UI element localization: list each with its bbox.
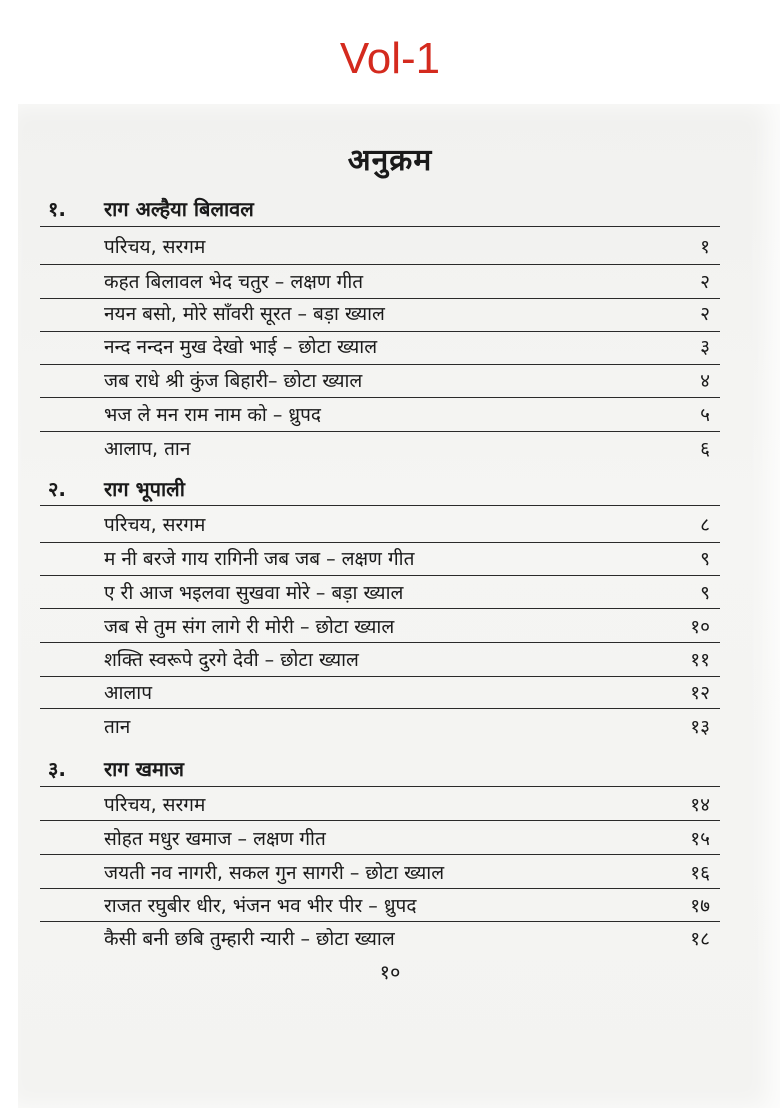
entry-text: आलाप, तान xyxy=(104,438,191,460)
entry-page: १२ xyxy=(690,682,710,704)
entry-text: तान xyxy=(104,716,131,738)
toc-entry xyxy=(104,643,710,675)
section-divider xyxy=(40,786,720,787)
entry-page: ६ xyxy=(700,438,710,460)
toc-entry xyxy=(104,330,710,362)
entry-text: शक्ति स्वरूपे दुरगे देवी – छोटा ख्याल xyxy=(104,649,359,671)
section-number: १. xyxy=(48,196,66,221)
entry-page: १० xyxy=(690,616,710,638)
section-divider xyxy=(40,226,720,227)
toc-entry xyxy=(104,508,710,540)
toc-entry xyxy=(104,265,710,297)
entry-page: २ xyxy=(700,303,710,325)
toc-entry xyxy=(104,398,710,430)
entry-text: ए री आज भइलवा सुखवा मोरे – बड़ा ख्याल xyxy=(104,582,404,604)
section-heading-1 xyxy=(48,192,254,224)
entry-page: ८ xyxy=(700,514,710,536)
section-number: ३. xyxy=(48,756,66,781)
page-number: १० xyxy=(379,960,401,984)
toc-entry xyxy=(104,364,710,396)
entry-text: परिचय, सरगम xyxy=(104,514,206,536)
page-title: अनुक्रम xyxy=(347,143,433,178)
section-title: राग भूपाली xyxy=(104,476,185,501)
entry-page: १४ xyxy=(690,794,710,816)
toc-entry xyxy=(104,610,710,642)
toc-entry xyxy=(104,889,710,921)
entry-page: ५ xyxy=(700,404,710,426)
section-title: राग अल्हैया बिलावल xyxy=(104,196,254,221)
entry-text: कहत बिलावल भेद चतुर – लक्षण गीत xyxy=(104,271,364,293)
entry-page: ३ xyxy=(700,336,710,358)
entry-page: ४ xyxy=(700,370,710,392)
entry-text: जयती नव नागरी, सकल गुन सागरी – छोटा ख्याल xyxy=(104,862,445,884)
entry-text: कैसी बनी छबि तुम्हारी न्यारी – छोटा ख्याल xyxy=(104,928,395,950)
entry-divider xyxy=(40,854,720,855)
entry-text: भज ले मन राम नाम को – ध्रुपद xyxy=(104,404,321,426)
entry-page: १८ xyxy=(690,928,710,950)
toc-entry xyxy=(104,856,710,888)
entry-text: परिचय, सरगम xyxy=(104,794,206,816)
entry-text: परिचय, सरगम xyxy=(104,236,206,258)
toc-entry xyxy=(104,922,710,954)
section-title: राग खमाज xyxy=(104,756,184,781)
entry-page: ९ xyxy=(700,582,710,604)
entry-page: ११ xyxy=(690,649,710,671)
entry-text: जब से तुम संग लागे री मोरी – छोटा ख्याल xyxy=(104,616,395,638)
toc-entry xyxy=(104,230,710,262)
volume-label: Vol-1 xyxy=(339,34,441,83)
toc-entry xyxy=(104,822,710,854)
entry-text: जब राधे श्री कुंज बिहारी– छोटा ख्याल xyxy=(104,370,363,392)
section-divider xyxy=(40,505,720,506)
entry-page: १५ xyxy=(690,828,710,850)
entry-text: नन्द नन्दन मुख देखो भाई – छोटा ख्याल xyxy=(104,336,378,358)
toc-entry xyxy=(104,710,710,742)
entry-divider xyxy=(40,708,720,709)
entry-page: ९ xyxy=(700,548,710,570)
toc-entry xyxy=(104,576,710,608)
entry-page: २ xyxy=(700,271,710,293)
entry-text: नयन बसो, मोरे साँवरी सूरत – बड़ा ख्याल xyxy=(104,303,385,325)
section-heading-2 xyxy=(48,472,185,504)
entry-text: आलाप xyxy=(104,682,153,704)
entry-text: सोहत मधुर खमाज – लक्षण गीत xyxy=(104,828,326,850)
entry-page: १३ xyxy=(690,716,710,738)
toc-entry xyxy=(104,432,710,464)
entry-text: म नी बरजे गाय रागिनी जब जब – लक्षण गीत xyxy=(104,548,415,570)
entry-divider xyxy=(40,820,720,821)
entry-page: १७ xyxy=(690,895,710,917)
section-heading-3 xyxy=(48,752,184,784)
entry-page: १६ xyxy=(690,862,710,884)
toc-entry xyxy=(104,297,710,329)
section-number: २. xyxy=(48,476,66,501)
toc-entry xyxy=(104,788,710,820)
toc-entry xyxy=(104,676,710,708)
entry-page: १ xyxy=(700,236,710,258)
entry-text: राजत रघुबीर धीर, भंजन भव भीर पीर – ध्रुपद xyxy=(104,895,417,917)
entry-divider xyxy=(40,608,720,609)
toc-entry xyxy=(104,542,710,574)
